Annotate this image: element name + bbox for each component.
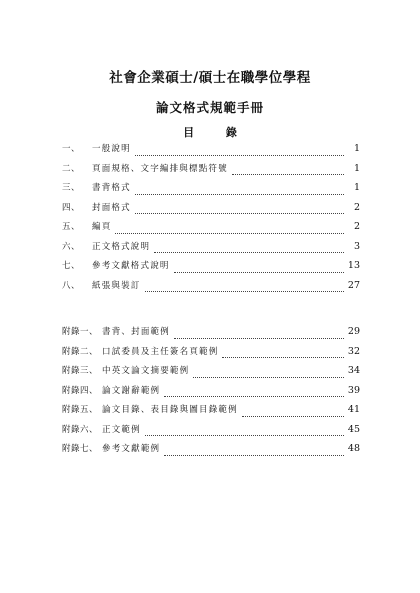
toc-entry-number: 附錄四、 [62,385,99,396]
toc-entry-number: 附錄一、 [62,327,99,337]
toc-entry-label: 中英文論文摘要範例 [102,366,190,376]
dot-leader [222,357,343,358]
dot-leader [145,291,344,292]
toc-entry-number: 三、 [62,183,81,193]
dot-leader [174,338,344,339]
dot-leader [193,377,344,378]
toc-entry-label: 參考文獻格式說明 [92,261,170,271]
toc-entry-label: 一般說明 [92,144,131,154]
toc-entry-page: 1 [353,143,360,154]
toc-entry-label: 頁面規格、文字編排與標點符號 [92,163,228,174]
toc-entry-label: 論文謝辭範例 [102,385,161,396]
dot-leader [135,194,344,195]
toc-entry-number: 六、 [62,241,81,252]
dot-leader [115,233,344,234]
toc-main-list [62,142,360,298]
toc-heading: 目 錄 [183,126,237,139]
dot-leader [232,174,344,175]
toc-entry [62,259,360,279]
toc-entry-label: 論文目錄、表目錄與圖目錄範例 [102,405,238,415]
toc-entry-label: 編頁 [92,222,112,232]
toc-entry-page: 41 [347,404,360,415]
toc-entry-label: 口試委員及主任簽名頁範例 [102,346,219,357]
toc-entry-page: 39 [347,384,360,396]
toc-appendix-list [62,325,360,462]
toc-entry-label: 書背、封面範例 [102,327,170,337]
toc-entry [62,181,360,201]
dot-leader [135,155,344,156]
toc-entry-label: 書背格式 [92,183,131,193]
dot-leader [174,272,344,273]
toc-appendix-entry [62,384,360,404]
toc-entry-label: 紙張與裝訂 [92,280,141,291]
dot-leader [164,455,344,456]
toc-entry-page: 2 [353,201,360,213]
toc-appendix-entry [62,423,360,443]
toc-entry [62,220,360,240]
toc-entry-page: 29 [347,326,360,337]
toc-entry-label: 正文格式說明 [92,241,151,252]
toc-entry-number: 附錄六、 [62,424,99,435]
toc-entry-page: 3 [353,240,360,252]
toc-entry-page: 27 [347,279,360,291]
toc-entry-label: 正文範例 [102,424,141,435]
dot-leader [145,435,344,436]
toc-entry-number: 二、 [62,163,81,174]
toc-entry-page: 34 [347,365,360,376]
toc-entry [62,201,360,221]
toc-entry-number: 附錄二、 [62,346,99,357]
toc-entry [62,240,360,260]
toc-entry-page: 32 [347,345,360,357]
toc-appendix-entry [62,442,360,462]
toc-entry-number: 附錄五、 [62,405,99,415]
toc-entry-number: 五、 [62,222,81,232]
toc-entry-page: 45 [347,423,360,435]
toc-appendix-entry [62,364,360,384]
toc-entry [62,162,360,182]
dot-leader [242,416,344,417]
toc-entry-number: 八、 [62,280,81,291]
toc-appendix-entry [62,345,360,365]
toc-entry-number: 七、 [62,261,81,271]
dot-leader [154,252,344,253]
toc-appendix-entry [62,403,360,423]
dot-leader [164,396,344,397]
toc-entry-label: 參考文獻範例 [102,444,161,454]
toc-entry-page: 1 [353,182,360,193]
document-title: 社會企業碩士/碩士在職學位學程 [109,70,311,86]
toc-entry-number: 四、 [62,202,81,213]
toc-entry [62,279,360,299]
toc-entry-number: 附錄七、 [62,444,99,454]
toc-entry-page: 13 [347,260,360,271]
toc-entry-page: 2 [353,221,360,232]
toc-entry-number: 附錄三、 [62,366,99,376]
toc-entry-label: 封面格式 [92,202,131,213]
toc-appendix-entry [62,325,360,345]
dot-leader [135,213,344,214]
toc-entry-number: 一、 [62,144,81,154]
toc-entry-page: 48 [347,443,360,454]
toc-entry [62,142,360,162]
toc-entry-page: 1 [353,162,360,174]
document-subtitle: 論文格式規範手冊 [155,100,264,115]
